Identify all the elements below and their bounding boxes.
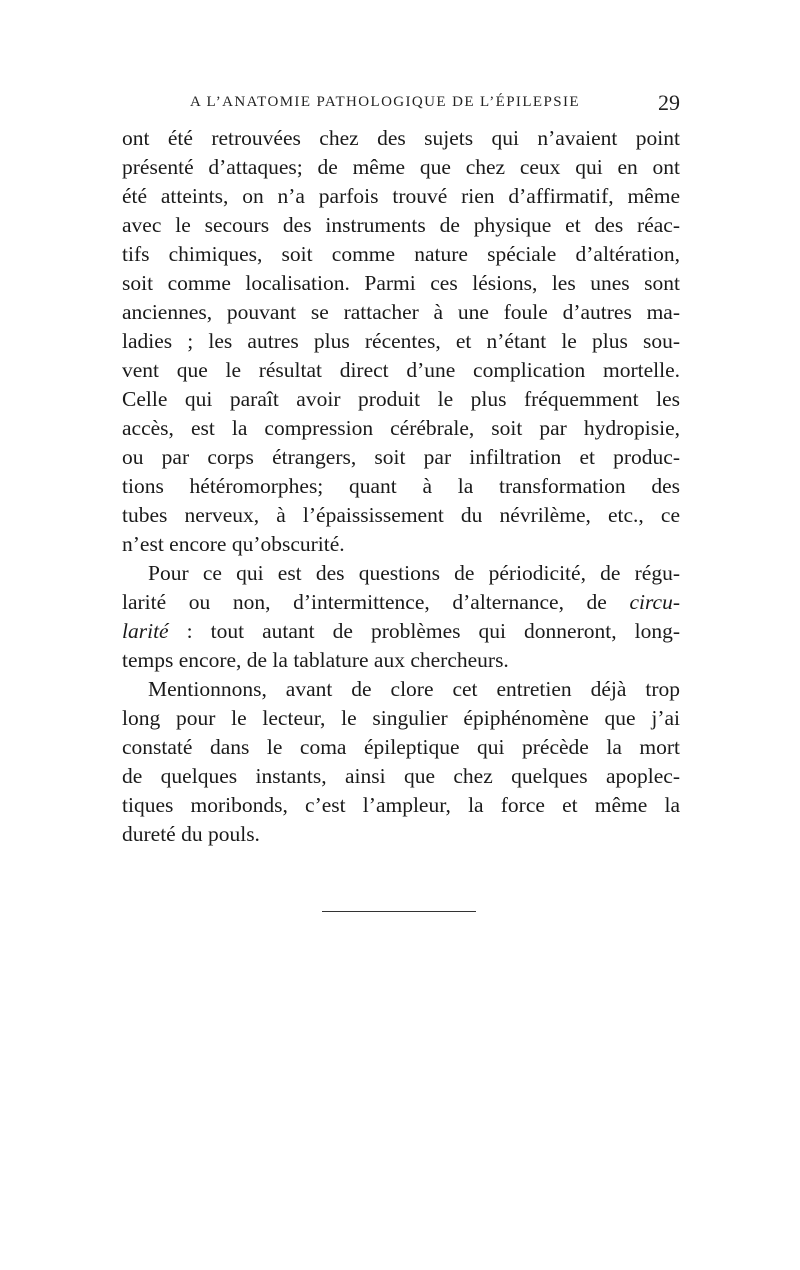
text-line: ou par corps étrangers, soit par infiltration et produc-	[122, 445, 680, 469]
text-line: accès, est la compression cérébrale, soit par hydropisie,	[122, 416, 680, 440]
text-line: long pour le lecteur, le singulier épiphénomène que j’ai	[122, 706, 680, 730]
text-line	[122, 588, 680, 617]
text-fragment: : tout autant de problèmes qui donneront, long-	[168, 619, 680, 643]
text-line: n’est encore qu’obscurité.	[122, 532, 345, 556]
text-line: de quelques instants, ainsi que chez quelques apoplec-	[122, 764, 680, 788]
text-line: ladies ; les autres plus récentes, et n’étant le plus sou-	[122, 329, 680, 353]
running-title: A L’ANATOMIE PATHOLOGIQUE DE L’ÉPILEPSIE	[190, 94, 580, 110]
italic-word: larité	[122, 619, 169, 643]
text-line	[122, 617, 680, 646]
text-line: présenté d’attaques; de même que chez ceux qui en ont	[122, 155, 680, 179]
text-line: tiques moribonds, c’est l’ampleur, la force et même la	[122, 793, 680, 817]
text-line: avec le secours des instruments de physique et des réac-	[122, 213, 680, 237]
text-line: vent que le résultat direct d’une complication mortelle.	[122, 358, 680, 382]
text-line: Pour ce qui est des questions de périodicité, de régu-	[148, 561, 680, 585]
text-line: Celle qui paraît avoir produit le plus fréquemment les	[122, 387, 680, 411]
page-number: 29	[658, 90, 680, 115]
italic-word: circu-	[629, 590, 680, 614]
text-fragment: larité ou non, d’intermittence, d’alternance, de	[122, 590, 630, 614]
text-line: dureté du pouls.	[122, 822, 260, 846]
text-line: tubes nerveux, à l’épaississement du névrilème, etc., ce	[122, 503, 680, 527]
text-line: anciennes, pouvant se rattacher à une foule d’autres ma-	[122, 300, 680, 324]
text-line: Mentionnons, avant de clore cet entretien déjà trop	[148, 677, 680, 701]
text-line: tifs chimiques, soit comme nature spéciale d’altération,	[122, 242, 680, 266]
text-line: été atteints, on n’a parfois trouvé rien d’affirmatif, même	[122, 184, 680, 208]
text-line: ont été retrouvées chez des sujets qui n’avaient point	[122, 126, 680, 150]
text-line: constaté dans le coma épileptique qui précède la mort	[122, 735, 680, 759]
body-text	[122, 124, 680, 849]
text-line: tions hétéromorphes; quant à la transformation des	[122, 474, 680, 498]
running-head	[120, 90, 680, 118]
section-end-rule	[322, 911, 476, 912]
text-line: soit comme localisation. Parmi ces lésions, les unes sont	[122, 271, 680, 295]
text-line: temps encore, de la tablature aux chercheurs.	[122, 648, 509, 672]
